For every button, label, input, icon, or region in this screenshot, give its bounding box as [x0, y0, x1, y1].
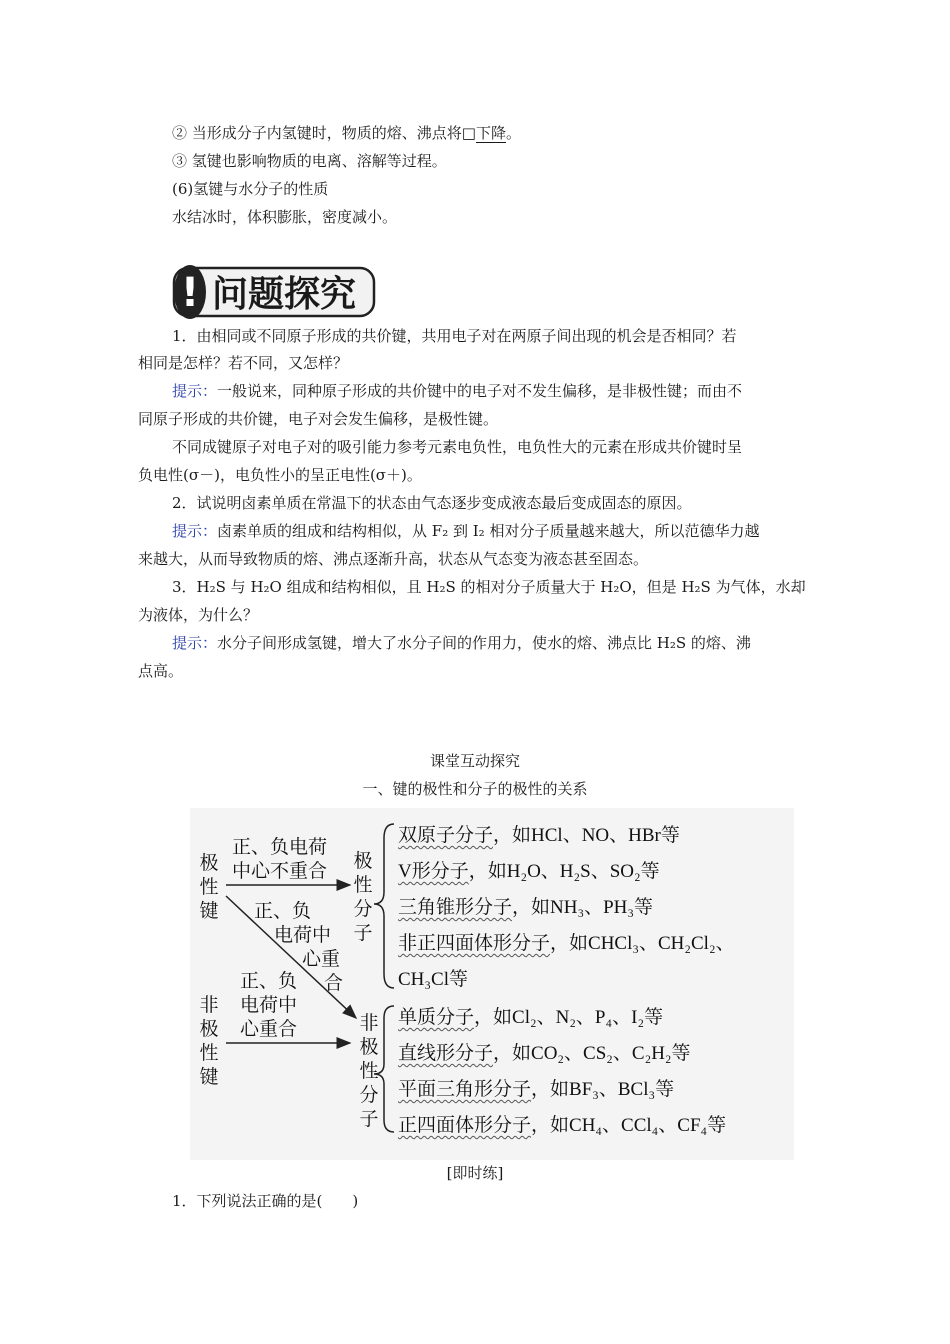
item-kind: 三角锥形分子 — [398, 897, 513, 918]
question-line: 相同是怎样？若不同，又怎样？ — [138, 354, 349, 372]
item-kind: 单质分子 — [398, 1007, 475, 1028]
practice-label: [即时练] — [446, 1164, 504, 1182]
arrow2-label-line: 心重 — [302, 949, 341, 970]
paragraph-line: 负电性(σ－)，电负性小的呈正电性(σ＋)。 — [138, 466, 422, 484]
polar-item — [398, 932, 735, 956]
polar-item — [398, 968, 468, 992]
brace-polar — [374, 824, 394, 988]
arrow3-label-line: 电荷中 — [240, 995, 298, 1016]
question-line: 2．试说明卤素单质在常温下的状态由气态逐步变成液态最后变成固态的原因。 — [172, 494, 692, 512]
hint-text: 水分子间形成氢键，增大了水分子间的作用力，使水的熔、沸点比 H₂S 的熔、沸 — [217, 634, 751, 652]
hint-line — [172, 632, 751, 654]
hint-line: 同原子形成的共价键，电子对会发生偏移，是极性键。 — [138, 410, 499, 428]
question-line: 为液体，为什么？ — [138, 606, 259, 624]
arrow3-label-line: 心重合 — [240, 1019, 298, 1040]
hint-line — [172, 520, 759, 542]
hint-line — [172, 380, 742, 402]
item-examples: ，如NH₃、PH₃等 — [512, 897, 653, 918]
label-polar-molecule: 极性分子 — [353, 851, 373, 944]
polar-item — [398, 824, 680, 848]
nonpolar-item — [398, 1114, 726, 1138]
hint-label: 提示： — [172, 522, 218, 540]
item-examples: ，如CH₄、CCl₄、CF₄等 — [531, 1115, 727, 1136]
arrow3-label-line: 正、负 — [240, 971, 298, 992]
arrow1-label-line: 正、负电荷 — [232, 837, 328, 858]
answer-text: 下降 — [475, 124, 506, 142]
paragraph-line: ③ 氢键也影响物质的电离、溶解等过程。 — [172, 152, 447, 170]
item-kind: 正四面体形分子 — [398, 1115, 532, 1136]
hint-text: 卤素单质的组成和结构相似，从 F₂ 到 I₂ 相对分子质量越来越大，所以范德华力越 — [217, 522, 760, 540]
item-examples: ，如CHCl₃、CH₂Cl₂、 — [550, 933, 735, 954]
nonpolar-item — [398, 1042, 691, 1066]
exclamation-icon: ! — [180, 270, 200, 316]
section-banner — [172, 262, 376, 320]
paragraph-line: 水结冰时，体积膨胀，密度减小。 — [172, 208, 398, 226]
arrow2-label-line: 合 — [324, 973, 344, 994]
item-examples: ，如BF₃、BCl₃等 — [531, 1079, 675, 1100]
nonpolar-item — [398, 1006, 663, 1030]
label-polar-bond: 极性键 — [199, 853, 219, 922]
hint-label: 提示： — [172, 382, 218, 400]
nonpolar-item — [398, 1078, 674, 1102]
arrow2-label-line: 电荷中 — [274, 925, 332, 946]
banner-graphic — [172, 262, 376, 320]
question-line: 1．由相同或不同原子形成的共价键，共用电子对在两原子间出现的机会是否相同？若 — [172, 327, 737, 345]
polar-item — [398, 860, 660, 884]
arrow1-label-line: 中心不重合 — [232, 861, 328, 882]
item-examples: ，如H₂O、H₂S、SO₂等 — [468, 861, 660, 882]
question-line: 3．H₂S 与 H₂O 组成和结构相似，且 H₂S 的相对分子质量大于 H₂O，但是 H₂S 为气体，水却 — [172, 578, 806, 596]
item-examples: CH₃Cl等 — [398, 969, 468, 990]
section-subtitle: 一、键的极性和分子的极性的关系 — [362, 780, 588, 798]
paragraph-line — [172, 122, 521, 144]
polar-item — [398, 896, 653, 920]
question-line: 1．下列说法正确的是( ) — [172, 1192, 359, 1210]
item-kind: 双原子分子 — [398, 825, 494, 846]
item-kind: V形分子 — [398, 861, 469, 882]
banner-title: 问题探究 — [212, 274, 357, 315]
text: 。 — [505, 124, 521, 142]
arrow2-label-line: 正、负 — [254, 901, 312, 922]
bond-polarity-diagram — [190, 808, 794, 1160]
paragraph-line: (6)氢键与水分子的性质 — [172, 180, 329, 198]
hint-line: 来越大，从而导致物质的熔、沸点逐渐升高，状态从气态变为液态甚至固态。 — [138, 550, 649, 568]
text: ② 当形成分子内氢键时，物质的熔、沸点将 — [172, 124, 462, 142]
answer-box: □ — [461, 124, 476, 142]
item-kind: 非正四面体形分子 — [398, 933, 551, 954]
section-title: 课堂互动探究 — [429, 752, 520, 770]
paragraph-line: 不同成键原子对电子对的吸引能力参考元素电负性，电负性大的元素在形成共价键时呈 — [172, 438, 743, 456]
item-examples: ，如Cl₂、N₂、P₄、I₂等 — [474, 1007, 664, 1028]
item-kind: 平面三角形分子 — [398, 1079, 532, 1100]
label-nonpolar-molecule: 非极性分子 — [359, 1013, 379, 1130]
hint-label: 提示： — [172, 634, 218, 652]
label-nonpolar-bond: 非极性键 — [199, 995, 219, 1088]
item-examples: ，如HCl、NO、HBr等 — [493, 825, 680, 846]
hint-line: 点高。 — [138, 662, 184, 680]
item-examples: ，如CO₂、CS₂、C₂H₂等 — [493, 1043, 691, 1064]
hint-text: 一般说来，同种原子形成的共价键中的电子对不发生偏移，是非极性键；而由不 — [217, 382, 743, 400]
item-kind: 直线形分子 — [398, 1043, 494, 1064]
